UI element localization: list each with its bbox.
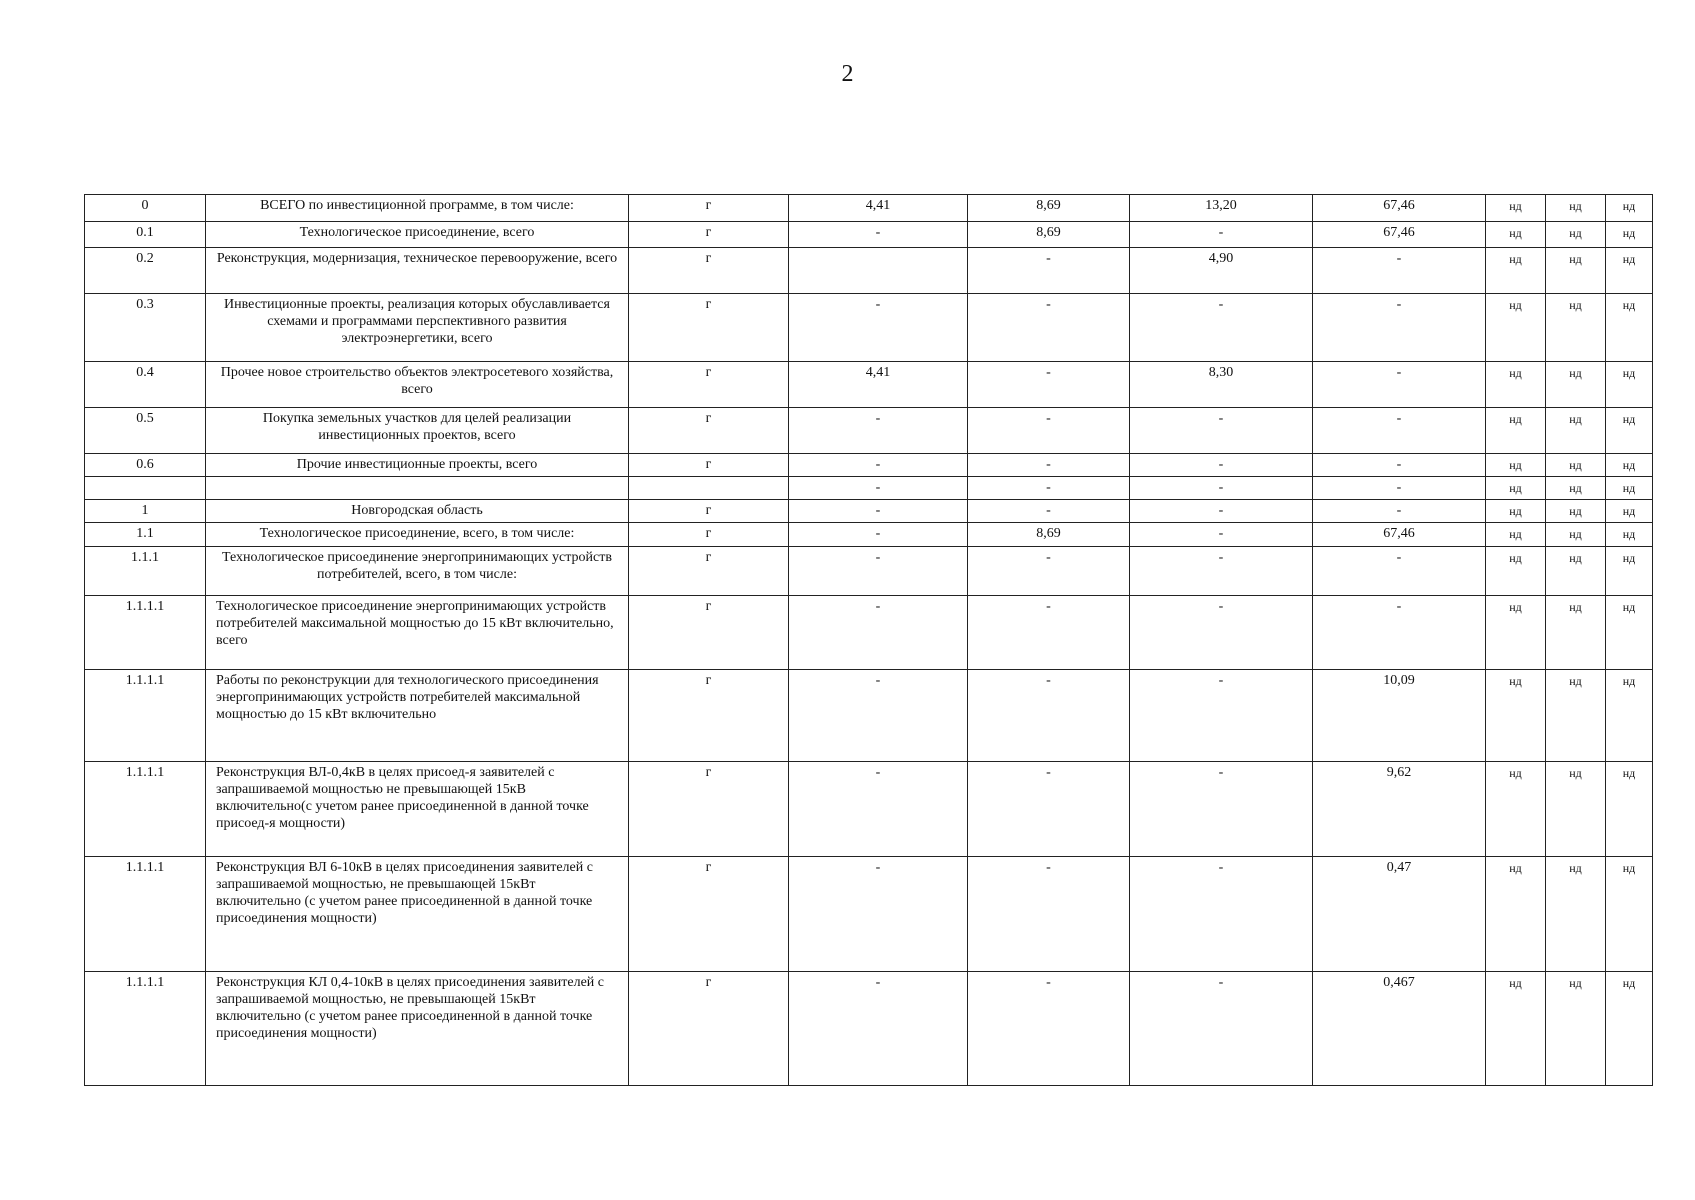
cell-nd-3: нд: [1606, 222, 1653, 248]
cell-nd-3: нд: [1606, 670, 1653, 762]
cell-unit: г: [629, 857, 789, 972]
cell-nd-2: нд: [1546, 547, 1606, 596]
cell-code: 1.1.1: [85, 547, 206, 596]
cell-nd-1: нд: [1486, 248, 1546, 294]
cell-code: 0.4: [85, 362, 206, 408]
cell-value-2: -: [968, 857, 1130, 972]
cell-unit: г: [629, 362, 789, 408]
cell-nd-2: нд: [1546, 195, 1606, 222]
cell-code: 1: [85, 500, 206, 523]
cell-name: Технологическое присоединение, всего: [206, 222, 629, 248]
page-number: 2: [841, 61, 854, 87]
cell-nd-1: нд: [1486, 596, 1546, 670]
table-row: [85, 762, 1653, 857]
cell-nd-1: нд: [1486, 762, 1546, 857]
cell-code: 0.1: [85, 222, 206, 248]
cell-name: Технологическое присоединение энергопринимающих устройств потребителей, всего, в том числе:: [206, 547, 629, 596]
cell-nd-1: нд: [1486, 195, 1546, 222]
cell-value-3: -: [1130, 454, 1313, 477]
cell-code: 0.5: [85, 408, 206, 454]
cell-name: Работы по реконструкции для технологического присоединения энергопринимающих устройств потребителей максимальной мощностью до 15 кВт включительно: [206, 670, 629, 762]
cell-unit: г: [629, 500, 789, 523]
cell-nd-2: нд: [1546, 362, 1606, 408]
cell-value-2: -: [968, 500, 1130, 523]
cell-nd-3: нд: [1606, 362, 1653, 408]
cell-value-3: -: [1130, 222, 1313, 248]
table-row: [85, 500, 1653, 523]
cell-value-4: -: [1313, 454, 1486, 477]
cell-value-2: 8,69: [968, 222, 1130, 248]
cell-nd-3: нд: [1606, 762, 1653, 857]
cell-nd-2: нд: [1546, 670, 1606, 762]
cell-value-2: -: [968, 477, 1130, 500]
cell-unit: г: [629, 547, 789, 596]
cell-nd-1: нд: [1486, 222, 1546, 248]
table-row: [85, 248, 1653, 294]
cell-nd-3: нд: [1606, 477, 1653, 500]
table-row: [85, 362, 1653, 408]
cell-code: 1.1.1.1: [85, 596, 206, 670]
table-row: [85, 477, 1653, 500]
cell-value-3: -: [1130, 294, 1313, 362]
cell-value-4: -: [1313, 547, 1486, 596]
cell-name: Реконструкция ВЛ-0,4кВ в целях присоед-я заявителей с запрашиваемой мощностью не превышающей 15кВ включительно(с учетом ранее присоединенной в данной точке присоед-я мощности): [206, 762, 629, 857]
cell-value-3: -: [1130, 500, 1313, 523]
cell-name: Реконструкция ВЛ 6-10кВ в целях присоединения заявителей с запрашиваемой мощностью, не превышающей 15кВт включительно (с учетом ранее присоединенной в данной точке присоединения мощности): [206, 857, 629, 972]
investment-program-table: [84, 194, 1653, 1086]
cell-nd-3: нд: [1606, 294, 1653, 362]
cell-nd-1: нд: [1486, 547, 1546, 596]
table-row: [85, 454, 1653, 477]
table-row: [85, 670, 1653, 762]
cell-value-4: 9,62: [1313, 762, 1486, 857]
cell-nd-1: нд: [1486, 857, 1546, 972]
cell-nd-2: нд: [1546, 596, 1606, 670]
cell-unit: г: [629, 523, 789, 547]
cell-code: 1.1.1.1: [85, 972, 206, 1086]
cell-value-2: 8,69: [968, 195, 1130, 222]
cell-value-3: -: [1130, 547, 1313, 596]
cell-name: Новгородская область: [206, 500, 629, 523]
cell-nd-2: нд: [1546, 523, 1606, 547]
cell-nd-3: нд: [1606, 857, 1653, 972]
cell-value-4: 0,467: [1313, 972, 1486, 1086]
cell-value-4: 67,46: [1313, 222, 1486, 248]
cell-nd-3: нд: [1606, 523, 1653, 547]
cell-value-3: -: [1130, 972, 1313, 1086]
table-row: [85, 547, 1653, 596]
cell-unit: г: [629, 248, 789, 294]
cell-name: Реконструкция, модернизация, техническое перевооружение, всего: [206, 248, 629, 294]
cell-code: [85, 477, 206, 500]
cell-value-4: 67,46: [1313, 523, 1486, 547]
cell-value-1: -: [789, 294, 968, 362]
cell-value-1: 4,41: [789, 362, 968, 408]
cell-value-3: -: [1130, 477, 1313, 500]
cell-nd-1: нд: [1486, 408, 1546, 454]
cell-nd-2: нд: [1546, 248, 1606, 294]
cell-value-4: 0,47: [1313, 857, 1486, 972]
cell-name: ВСЕГО по инвестиционной программе, в том числе:: [206, 195, 629, 222]
cell-name: Покупка земельных участков для целей реализации инвестиционных проектов, всего: [206, 408, 629, 454]
cell-nd-3: нд: [1606, 972, 1653, 1086]
cell-name: Инвестиционные проекты, реализация которых обуславливается схемами и программами перспективного развития электроэнергетики, всего: [206, 294, 629, 362]
cell-value-4: -: [1313, 477, 1486, 500]
cell-value-3: -: [1130, 523, 1313, 547]
cell-nd-3: нд: [1606, 248, 1653, 294]
cell-value-2: -: [968, 294, 1130, 362]
cell-value-2: -: [968, 547, 1130, 596]
cell-value-4: -: [1313, 500, 1486, 523]
cell-unit: г: [629, 670, 789, 762]
cell-unit: г: [629, 294, 789, 362]
cell-value-1: -: [789, 222, 968, 248]
cell-name: Прочие инвестиционные проекты, всего: [206, 454, 629, 477]
cell-unit: г: [629, 972, 789, 1086]
cell-name: Технологическое присоединение, всего, в том числе:: [206, 523, 629, 547]
cell-value-1: -: [789, 408, 968, 454]
cell-code: 0: [85, 195, 206, 222]
table-row: [85, 972, 1653, 1086]
cell-unit: г: [629, 195, 789, 222]
cell-value-2: -: [968, 408, 1130, 454]
cell-value-4: -: [1313, 294, 1486, 362]
cell-nd-1: нд: [1486, 500, 1546, 523]
cell-value-3: -: [1130, 670, 1313, 762]
table-row: [85, 408, 1653, 454]
cell-value-3: 4,90: [1130, 248, 1313, 294]
cell-value-4: -: [1313, 408, 1486, 454]
cell-nd-3: нд: [1606, 547, 1653, 596]
table-row: [85, 195, 1653, 222]
cell-nd-2: нд: [1546, 454, 1606, 477]
table-row: [85, 596, 1653, 670]
cell-nd-1: нд: [1486, 477, 1546, 500]
cell-nd-1: нд: [1486, 294, 1546, 362]
cell-value-2: -: [968, 670, 1130, 762]
cell-code: 1.1: [85, 523, 206, 547]
cell-code: 0.2: [85, 248, 206, 294]
cell-value-1: -: [789, 670, 968, 762]
cell-nd-2: нд: [1546, 408, 1606, 454]
cell-value-4: -: [1313, 596, 1486, 670]
cell-value-1: -: [789, 972, 968, 1086]
cell-value-4: -: [1313, 362, 1486, 408]
cell-value-1: -: [789, 596, 968, 670]
cell-nd-3: нд: [1606, 195, 1653, 222]
cell-value-3: -: [1130, 408, 1313, 454]
investment-program-table-container: [84, 194, 1652, 1086]
cell-code: 1.1.1.1: [85, 857, 206, 972]
cell-value-2: -: [968, 248, 1130, 294]
cell-value-3: 8,30: [1130, 362, 1313, 408]
cell-value-1: -: [789, 547, 968, 596]
cell-nd-2: нд: [1546, 222, 1606, 248]
cell-value-3: -: [1130, 857, 1313, 972]
cell-nd-2: нд: [1546, 762, 1606, 857]
cell-unit: г: [629, 408, 789, 454]
cell-nd-1: нд: [1486, 362, 1546, 408]
cell-nd-3: нд: [1606, 408, 1653, 454]
cell-value-4: -: [1313, 248, 1486, 294]
cell-unit: г: [629, 596, 789, 670]
cell-value-2: -: [968, 362, 1130, 408]
cell-value-2: -: [968, 972, 1130, 1086]
cell-name: Реконструкция КЛ 0,4-10кВ в целях присоединения заявителей с запрашиваемой мощностью, не превышающей 15кВт включительно (с учетом ранее присоединенной в данной точке присоединения мощности): [206, 972, 629, 1086]
cell-unit: г: [629, 222, 789, 248]
cell-value-2: 8,69: [968, 523, 1130, 547]
cell-nd-3: нд: [1606, 500, 1653, 523]
cell-value-3: 13,20: [1130, 195, 1313, 222]
cell-value-3: -: [1130, 596, 1313, 670]
cell-name: [206, 477, 629, 500]
table-row: [85, 523, 1653, 547]
cell-nd-1: нд: [1486, 972, 1546, 1086]
cell-value-4: 67,46: [1313, 195, 1486, 222]
cell-nd-2: нд: [1546, 972, 1606, 1086]
table-row: [85, 857, 1653, 972]
cell-value-1: -: [789, 454, 968, 477]
cell-value-2: -: [968, 454, 1130, 477]
cell-nd-1: нд: [1486, 523, 1546, 547]
cell-code: 1.1.1.1: [85, 670, 206, 762]
cell-nd-2: нд: [1546, 857, 1606, 972]
cell-unit: г: [629, 762, 789, 857]
cell-value-1: 4,41: [789, 195, 968, 222]
cell-nd-2: нд: [1546, 500, 1606, 523]
table-row: [85, 294, 1653, 362]
table-body: [85, 195, 1653, 1086]
cell-value-1: -: [789, 523, 968, 547]
cell-value-1: -: [789, 762, 968, 857]
cell-value-1: [789, 248, 968, 294]
cell-code: 0.3: [85, 294, 206, 362]
cell-value-1: -: [789, 477, 968, 500]
cell-value-3: -: [1130, 762, 1313, 857]
cell-code: 0.6: [85, 454, 206, 477]
cell-name: Технологическое присоединение энергопринимающих устройств потребителей максимальной мощностью до 15 кВт включительно, всего: [206, 596, 629, 670]
cell-unit: [629, 477, 789, 500]
cell-value-1: -: [789, 857, 968, 972]
cell-nd-3: нд: [1606, 454, 1653, 477]
cell-nd-3: нд: [1606, 596, 1653, 670]
table-row: [85, 222, 1653, 248]
cell-name: Прочее новое строительство объектов электросетевого хозяйства, всего: [206, 362, 629, 408]
cell-nd-2: нд: [1546, 477, 1606, 500]
cell-value-1: -: [789, 500, 968, 523]
cell-unit: г: [629, 454, 789, 477]
cell-value-4: 10,09: [1313, 670, 1486, 762]
cell-value-2: -: [968, 596, 1130, 670]
cell-nd-1: нд: [1486, 670, 1546, 762]
cell-nd-1: нд: [1486, 454, 1546, 477]
cell-code: 1.1.1.1: [85, 762, 206, 857]
cell-nd-2: нд: [1546, 294, 1606, 362]
cell-value-2: -: [968, 762, 1130, 857]
